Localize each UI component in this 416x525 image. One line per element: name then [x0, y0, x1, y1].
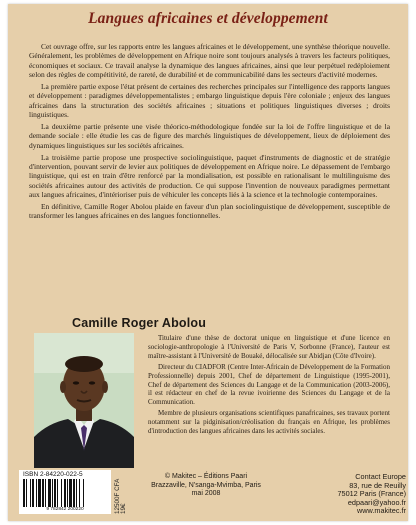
price-euro: 19€: [120, 503, 127, 514]
price-cfa: 12500F CFA: [114, 478, 121, 514]
summary-paragraph: La première partie expose l'état présent de certaines des recherches principales sur l'intelligence des rapports langues et développement : paradigmes développementalistes ; embargo linguistique depuis l'ère coloniale ; enjeux des langues africaines dans la structuration des sociétés africaines ; situations et politiques linguistiques diverses ; droits linguistiques.: [29, 81, 390, 119]
contact-street: 83, rue de Reuilly: [349, 480, 406, 490]
bio-paragraph: Membre de plusieurs organisations scientifiques panafricaines, ses travaux portent notamment sur la pidginisation/créolisation du français en Afrique, les problèmes d'introduction des langues africaines dans les activités sociales.: [148, 409, 390, 436]
publisher-name: © Makitec – Éditions Paari: [164, 473, 248, 480]
book-summary: [29, 42, 390, 221]
contact-email: edpaari@yahoo.fr: [347, 497, 406, 507]
isbn-label: ISBN 2-84220-022-5: [23, 471, 83, 478]
book-title: Langues africaines et développement: [88, 10, 328, 27]
contact-info: [290, 473, 406, 516]
barcode-number: 9 782842 200220: [46, 507, 84, 512]
contact-heading: Contact Europe: [355, 472, 406, 481]
bio-paragraph: Titulaire d'une thèse de doctorat unique en linguistique et d'une licence en sociologie-anthropologie à l'Université de Paris V, Sorbonne (France), l'auteur est maître-assistant à l'Université de Bouaké, délocalisée sur Abidjan (Côte d'Ivoire).: [148, 334, 390, 360]
bio-paragraph: Directeur du CIADFOR (Centre Inter-Africain de Développement de la Formation Professionnelle) depuis 2001, Chef de département de Linguistique (1995-2001), Chef de département des Sciences du Langage et de la Communication (2003-2006), il est rédacteur en chef de la revue ivoirienne des Sciences du Langage et de la Communication.: [148, 362, 390, 407]
price-block: [114, 476, 126, 514]
contact-website: www.makitec.fr: [356, 506, 406, 516]
author-name: Camille Roger Abolou: [72, 316, 207, 330]
barcode-icon: [23, 479, 107, 507]
publication-date: mai 2008: [191, 490, 221, 498]
publisher-info: [136, 473, 276, 499]
contact-city: 75012 Paris (France): [337, 489, 406, 499]
summary-paragraph: En définitive, Camille Roger Abolou plaide en faveur d'un plan sociolinguistique de développement, susceptible de transformer les langues africaines en des langues fonctionnelles.: [29, 201, 390, 221]
isbn-barcode: [19, 470, 111, 514]
author-photo: [34, 333, 134, 468]
cover-footer: [8, 470, 408, 521]
summary-paragraph: La troisième partie propose une prospective sociolinguistique, paquet d'instruments de diagnostic et de stratégie d'intervention, pouvant servir de levier aux politiques de développement en Afrique noire. Le dépassement de l'embargo linguistique, qui est en train d'être renforcé par la mondialisation, est possible en rationalisant le multilinguisme des sociétés africaines autour des activités de production. Ce qui suppose l'invention de nouveaux paradigmes permettant aux langues africaines, d'intérioriser puis de véhiculer les concepts liés à la science et la technologie contemporaines.: [29, 152, 390, 199]
author-biography: [148, 334, 390, 438]
book-back-cover: [8, 4, 408, 521]
publisher-cities: Brazzaville, N'sanga-Mvimba, Paris: [151, 481, 261, 489]
summary-paragraph: La deuxième partie présente une visée théorico-méthodologique fondée sur la loi de l'offre linguistique et de la demande sociale : elle étudie les cas de figure des marchés linguistiques de développement, lieux de déploiement des dynamiques linguistiques sur les sociétés africaines.: [29, 121, 390, 150]
summary-paragraph: Cet ouvrage offre, sur les rapports entre les langues africaines et le développement, une synthèse théorique nouvelle. Généralement, les problèmes de développement en Afrique noire sont toujours analysés à travers les facteurs politiques, économiques et sociaux. Ce travail analyse la dynamique des langues africaines, ainsi que leur perpétuel redéploiement selon des règles de compétitivité, de rareté, de durabilité et de communicabilité dans les secteurs d'activité modernes.: [29, 42, 390, 80]
author-portrait-icon: [34, 333, 134, 468]
